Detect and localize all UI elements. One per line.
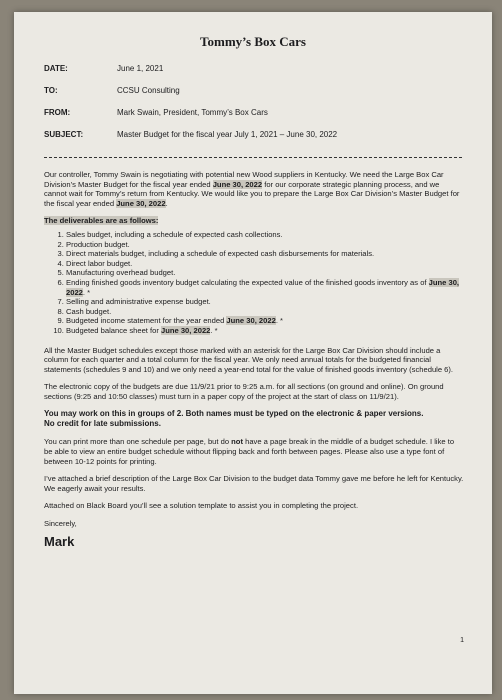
memo-value: Master Budget for the fiscal year July 1, 2021 – June 30, 2022 xyxy=(117,130,338,139)
memo-value: Mark Swain, President, Tommy’s Box Cars xyxy=(117,108,268,117)
intro-paragraph xyxy=(44,170,464,208)
memo-label: TO: xyxy=(44,86,58,95)
list-item: 5. Manufacturing overhead budget. xyxy=(66,268,464,278)
memo-value: CCSU Consulting xyxy=(117,86,180,95)
list-item: 4. Direct labor budget. xyxy=(66,259,464,269)
document-title: Tommy’s Box Cars xyxy=(200,34,306,49)
closing: Sincerely, xyxy=(44,519,77,529)
deliverables-heading: The deliverables are as follows: xyxy=(44,216,159,226)
memo-page xyxy=(14,12,492,694)
groups-text: You may work on this in groups of 2. Both names must be typed on the electronic & paper versions. xyxy=(44,409,424,419)
groups-paragraph xyxy=(44,409,464,429)
blackboard-paragraph: Attached on Black Board you’ll see a solution template to assist you in completing the project. xyxy=(44,501,359,511)
late-policy-text: No credit for late submissions. xyxy=(44,419,161,429)
memo-body xyxy=(44,170,464,549)
deliverables-list xyxy=(44,230,464,336)
highlighted-date: June 30, 2022 xyxy=(212,179,263,189)
list-item: 7. Selling and administrative expense budget. xyxy=(66,297,464,307)
highlighted-date: June 30, 2022 xyxy=(116,198,166,208)
print-paragraph: You can print more than one schedule per page, but do not have a page break in the middle of a budget schedule. I like to be able to view an entire budget schedule without flipping back and forth between pages. Please also use a type font of between 10-12 points for printing. xyxy=(44,437,455,466)
list-item: 6. Ending finished goods inventory budget calculating the expected value of the finished goods inventory as of June 30, 2022. * xyxy=(66,278,464,297)
electronic-paragraph: The electronic copy of the budgets are due 11/9/21 prior to 9:25 a.m. for all sections (on ground and online). On ground sections (9:25 and 10:50 classes) must turn in a paper copy of the project at the start of class on 11/9/21). xyxy=(44,382,444,401)
attached-paragraph: I’ve attached a brief description of the Large Box Car Division to the budget data Tommy gave me before he left for Kentucky. We eagerly await your results. xyxy=(44,474,464,493)
intro-text: for our corporate strategic planning process, and we cannot wait for Tommy’s return from Kentucky. We would like you to prepare the Large Box Car Division’s Master Budget for the fiscal year ended xyxy=(44,179,460,208)
divider xyxy=(44,157,462,158)
list-item: 10. Budgeted balance sheet for June 30, 2022. * xyxy=(66,326,464,336)
intro-text: . xyxy=(165,198,168,208)
memo-label: FROM: xyxy=(44,108,71,117)
memo-label: SUBJECT: xyxy=(44,130,84,139)
schedules-paragraph: All the Master Budget schedules except those marked with an asterisk for the Large Box Car Division should include a column for each quarter and a total column for the fiscal year. We only need annual totals for the budgeted financial statements (schedules 9 and 10) and we only need a year-end total for the value of finished goods inventory (schedule 6). xyxy=(44,345,454,374)
memo-value: June 1, 2021 xyxy=(117,64,164,73)
memo-label: DATE: xyxy=(44,64,68,73)
list-item: 8. Cash budget. xyxy=(66,307,464,317)
list-item: 9. Budgeted income statement for the year ended June 30, 2022. * xyxy=(66,316,464,326)
intro-text: Our controller, Tommy Swain is negotiating with potential new Wood suppliers in Kentucky. We need the Large Box Car Division’s Master Budget for the fiscal year ended xyxy=(44,170,444,189)
list-item: 1. Sales budget, including a schedule of expected cash collections. xyxy=(66,230,464,240)
page-number: 1 xyxy=(460,637,464,644)
list-item: 3. Direct materials budget, including a schedule of expected cash disbursements for materials. xyxy=(66,249,464,259)
list-item: 2. Production budget. xyxy=(66,240,464,250)
signature: Mark xyxy=(44,533,75,549)
